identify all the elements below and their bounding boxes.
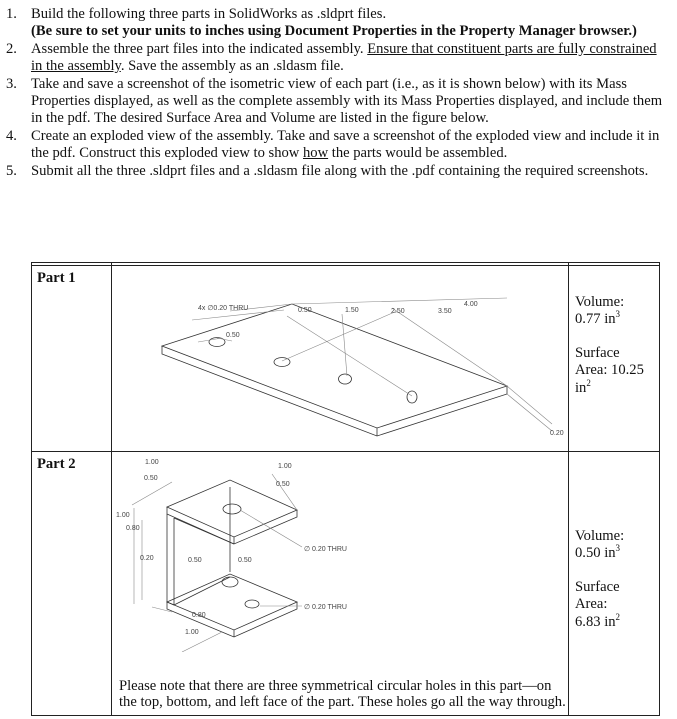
instruction-text: Build the following three parts in SolidWorks as .sldprt files. [31, 6, 387, 22]
part2-properties [569, 452, 660, 716]
part1-volume-exp: 3 [615, 309, 621, 320]
part1-volume-label: Volume: [575, 294, 625, 310]
dim-center-0-50-a: 0.50 [188, 557, 202, 564]
dim-left-1-00: 1.00 [116, 512, 130, 519]
plate-top-face [162, 304, 507, 428]
instruction-number: 2. [6, 40, 17, 57]
dim-top-1-00: 1.00 [145, 459, 159, 466]
dim-bottom-0-80: 0.80 [192, 612, 206, 619]
part2-area-label: Surface [575, 578, 620, 595]
instruction-item [0, 163, 670, 180]
instructions-list [0, 6, 670, 180]
left-hole [222, 577, 238, 587]
part1-area-label: Surface [575, 344, 620, 361]
dim-bottom-1-00: 1.00 [185, 629, 199, 636]
instruction-number: 1. [6, 6, 17, 22]
instruction-text: Submit all the three .sldprt files and a .sldasm file along with the .pdf containing the required screenshots. [31, 162, 649, 179]
part2-figure [112, 452, 569, 716]
part2-volume-value: 0.50 in [575, 545, 616, 562]
part1-properties [569, 266, 660, 452]
instruction-text: Take and save a screenshot of the isometric view of each part (i.e., as it is shown below) with its Mass Properties displayed, as well as the complete assembly with its Mass Properties displayed, and include them in the pdf. The desired Surface Area and Volume are listed in the figure below. [31, 75, 663, 127]
instruction-text: . Save the assembly as an .sldasm file. [120, 58, 344, 75]
parts-table [31, 262, 660, 716]
instruction-text: Create an exploded view of the assembly. Take and save a screenshot of the exploded view and include it in the pdf. Construct this exploded view to show [31, 127, 660, 162]
part1-area-unit: in [575, 379, 587, 396]
part2-area-exp: 2 [615, 611, 621, 622]
dim-0-50-top: 0.50 [298, 307, 312, 314]
dim-3-50: 3.50 [438, 308, 452, 315]
part1-volume-value: 0.77 in [575, 311, 616, 328]
part2-area-num: 6.83 in [575, 613, 616, 630]
instruction-bold-note: (Be sure to set your units to inches using Document Properties in the Property Manager browser.) [31, 23, 637, 40]
instruction-underlined-text: Ensure that constituent parts are fully constrained in the assembly [31, 40, 657, 75]
hole-4 [407, 391, 417, 403]
dim-0-20-thickness: 0.20 [550, 430, 564, 437]
part1-figure [112, 266, 569, 452]
part1-area-value: Area: 10.25 [575, 362, 644, 379]
instruction-underlined-text: how [302, 145, 329, 162]
part2-volume-label: Volume: [575, 528, 625, 544]
dim-right-1-00: 1.00 [278, 463, 292, 470]
dim-top-0-50: 0.50 [144, 475, 158, 482]
part1-label: Part 1 [32, 266, 112, 452]
dim-holes-thru: 4x ∅0.20 THRU [198, 305, 249, 312]
part2-note: Please note that there are three symmetrical circular holes in this part—on the top, bottom, and left face of the part. These holes go all the way through. [119, 677, 566, 711]
instruction-item [0, 76, 670, 128]
plate-side-edges [162, 346, 507, 436]
part2-volume-exp: 3 [615, 543, 621, 554]
hole-3 [339, 374, 352, 384]
dim-right-0-50: 0.50 [276, 481, 290, 488]
part1-drawing [112, 266, 569, 446]
dim-left-0-80: 0.80 [126, 525, 140, 532]
part2-label: Part 2 [32, 452, 112, 716]
left-wall [167, 514, 174, 605]
dim-hole-thru-2: ∅ 0.20 THRU [304, 604, 347, 611]
top-hole [223, 504, 241, 514]
part1-area-exp: 2 [586, 377, 591, 388]
instruction-number: 3. [6, 75, 17, 92]
dim-hole-thru-1: ∅ 0.20 THRU [304, 546, 347, 553]
dim-2-50: 2.50 [391, 308, 405, 315]
top-plate [167, 480, 297, 537]
instruction-item [0, 128, 670, 163]
instruction-number: 5. [6, 162, 17, 179]
instruction-text: the parts would be assembled. [328, 145, 508, 162]
dim-1-50: 1.50 [345, 307, 359, 314]
dim-left-0-20: 0.20 [140, 555, 154, 562]
bottom-plate [167, 574, 297, 630]
bottom-hole [245, 600, 259, 608]
part2-area-value: Area: [575, 596, 608, 613]
part2-drawing [112, 452, 569, 652]
dim-4-00: 4.00 [464, 301, 478, 308]
instruction-item [0, 41, 670, 76]
instruction-number: 4. [6, 127, 17, 144]
dim-0-50-side: 0.50 [226, 332, 240, 339]
instruction-text: Assemble the three part files into the indicated assembly. [31, 40, 368, 57]
instruction-item [0, 6, 670, 41]
dim-center-0-50-b: 0.50 [238, 557, 252, 564]
